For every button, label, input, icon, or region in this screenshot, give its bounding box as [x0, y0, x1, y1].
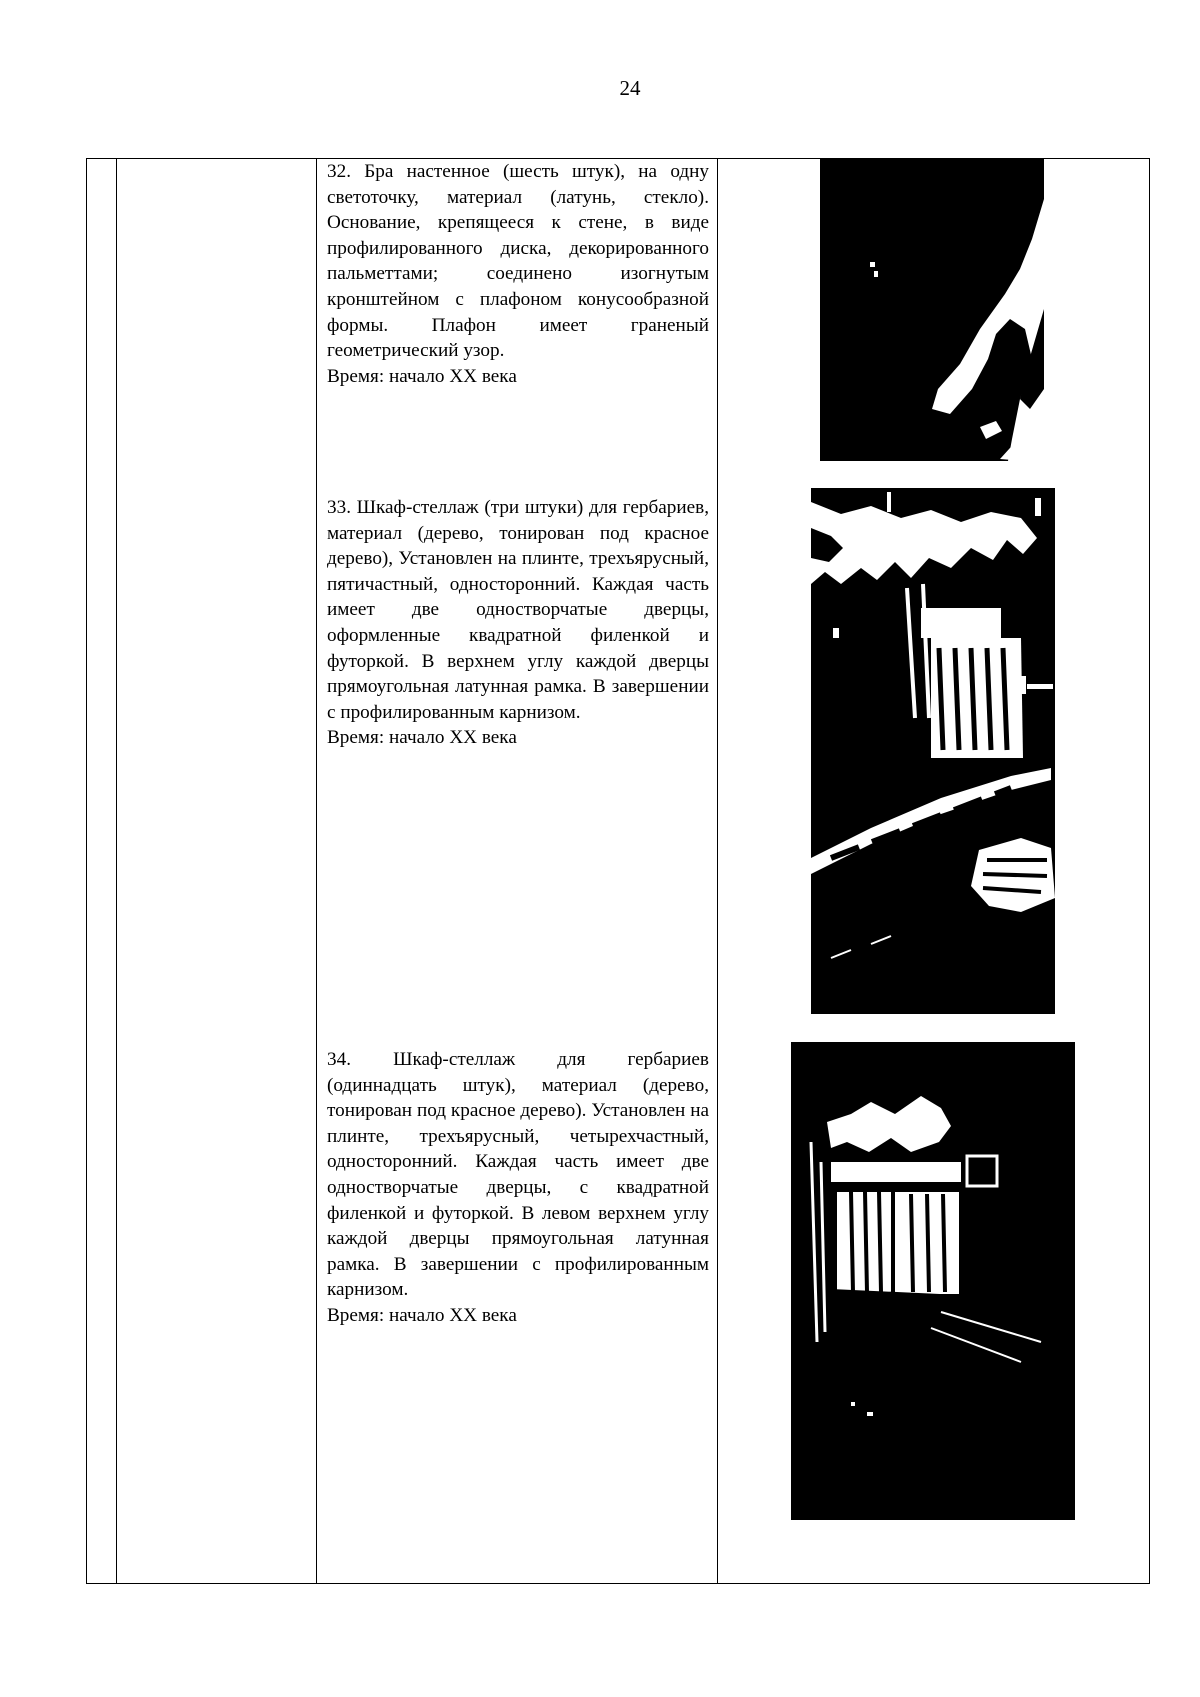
column-divider: [116, 159, 117, 1583]
entry-description: 32. Бра настенное (шесть штук), на одну светоточку, материал (латунь, стекло). Основание, крепящееся к стене, в виде профилированного диска, декорированного пальметтами; соединено изогнутым кронштейном с плафоном конусообразной формы. Плафон имеет граненый геометрический узор.: [327, 161, 709, 362]
entry-time: Время: начало XX века: [327, 1304, 517, 1326]
entry-description: 34. Шкаф-стеллаж для гербариев (одиннадцать штук), материал (дерево, тонирован под красное дерево). Установлен на плинте, трехъярусный, четырехчастный, односторонний. Каждая часть имеет две одностворчатые дверцы, с квадратной филенкой и футоркой. В левом верхнем углу каждой дверцы прямоугольная латунная рамка. В завершении с профилированным карнизом.: [327, 1049, 709, 1301]
herbarium-cabinet-photo: [811, 488, 1055, 1014]
entry-time: Время: начало XX века: [327, 727, 517, 749]
page-number: 24: [619, 76, 641, 100]
entry-item-32: [327, 159, 709, 389]
entry-item-33: [327, 495, 709, 751]
entry-time: Время: начало XX века: [327, 365, 517, 387]
entry-description: 33. Шкаф-стеллаж (три штуки) для гербариев, материал (дерево, тонирован под красное дерево), Установлен на плинте, трехъярусный, пятичастный, односторонний. Каждая часть имеет две одностворчатые дверцы, оформленные квадратной филенкой и футоркой. В верхнем углу каждой дверцы прямоугольная латунная рамка. В завершении с профилированным карнизом.: [327, 497, 709, 723]
inventory-table: [86, 158, 1150, 1584]
wall-sconce-photo: [820, 159, 1044, 461]
entry-item-34: [327, 1047, 709, 1329]
herbarium-cabinet-photo: [791, 1042, 1075, 1520]
column-divider: [717, 159, 718, 1583]
column-divider: [316, 159, 317, 1583]
